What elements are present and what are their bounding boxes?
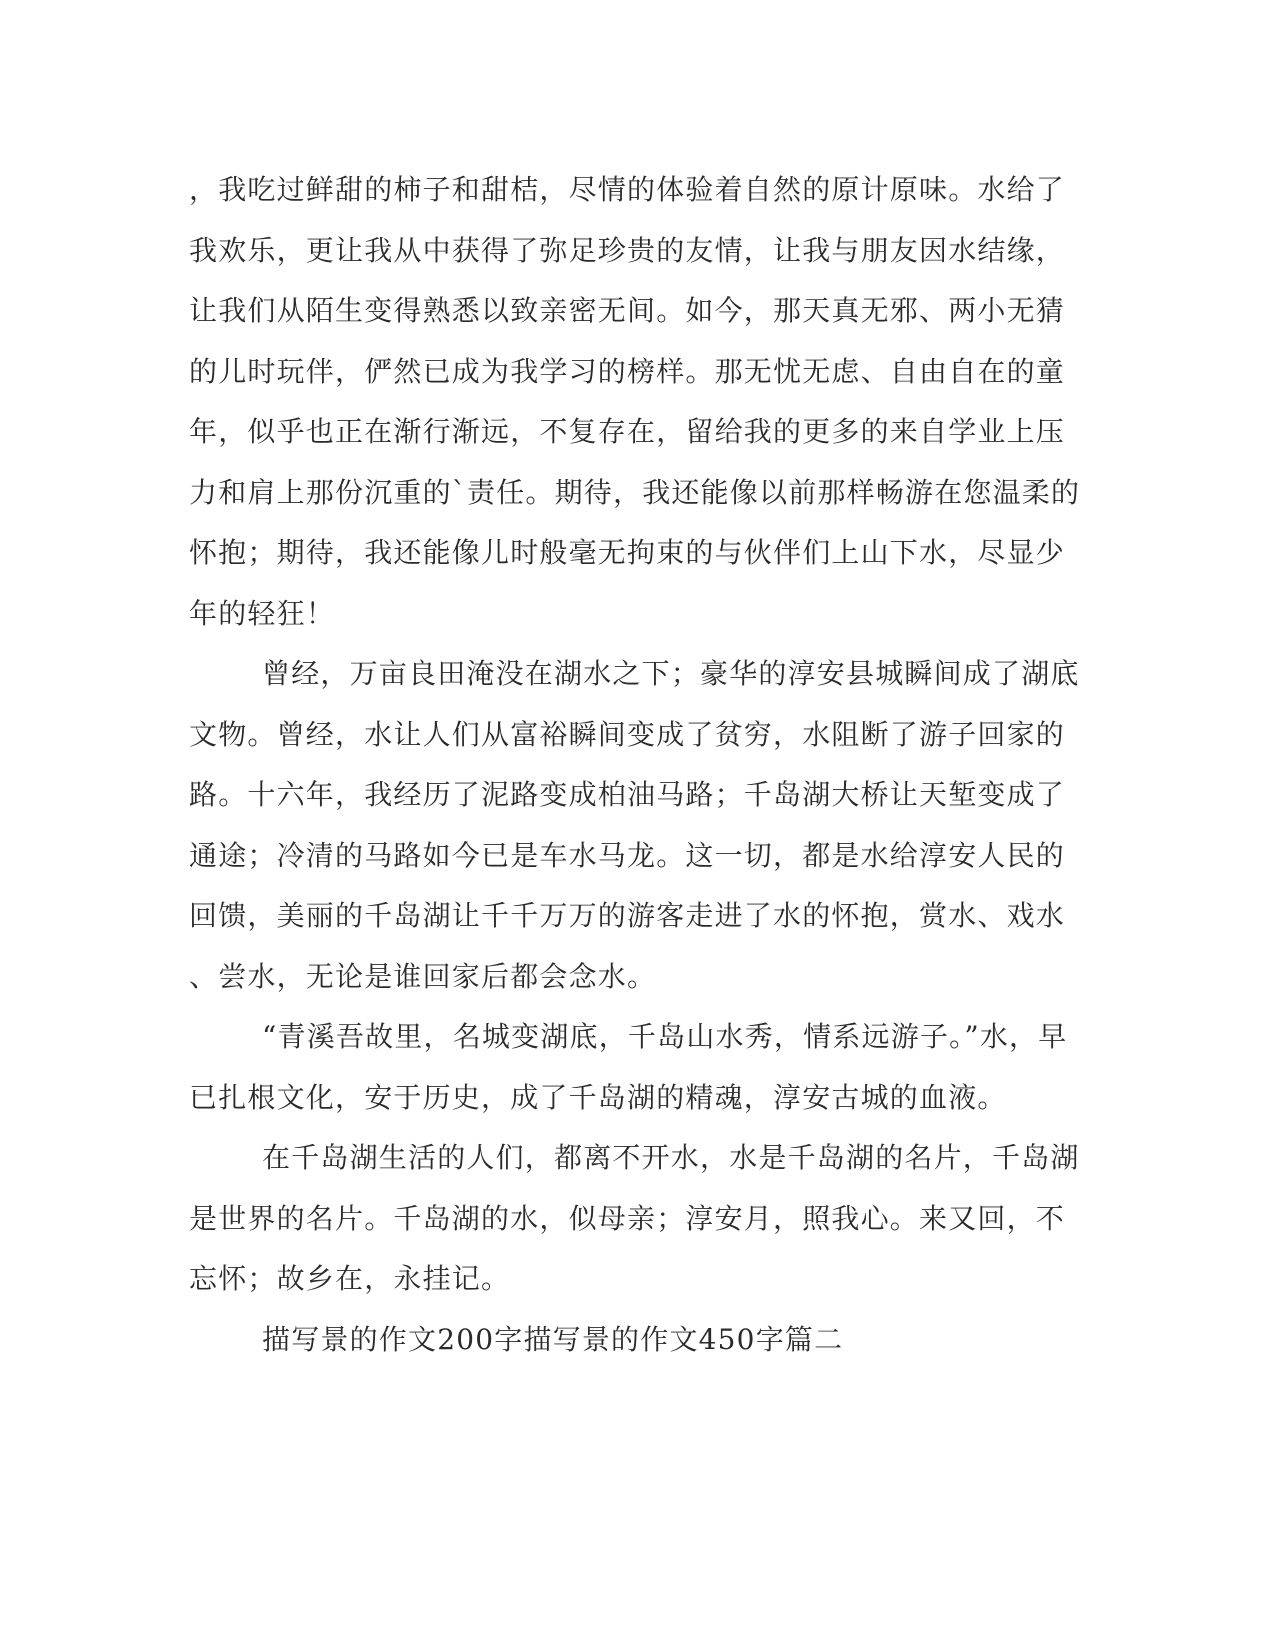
paragraph: [189, 1128, 1089, 1310]
text-line: 力和肩上那份沉重的`责任。期待，我还能像以前那样畅游在您温柔的: [189, 475, 1081, 509]
text-line: 回馈，美丽的千岛湖让千千万万的游客走进了水的怀抱，赏水、戏水: [189, 899, 1066, 932]
text-line: 的儿时玩伴，俨然已成为我学习的榜样。那无忧无虑、自由自在的童: [189, 354, 1066, 388]
paragraph: [189, 644, 1089, 1007]
text-line: 我欢乐，更让我从中获得了弥足珍贵的友情，让我与朋友因水结缘，: [189, 233, 1066, 267]
paragraph: [189, 1007, 1089, 1128]
text-line: 文物。曾经，水让人们从富裕瞬间变成了贫穷，水阻断了游子回家的: [189, 717, 1066, 751]
text-line: “青溪吾故里，名城变湖底，千岛山水秀，情系远游子。”水，早: [262, 1020, 1068, 1053]
text-line: 忘怀；故乡在，永挂记。: [189, 1262, 511, 1295]
text-line: 让我们从陌生变得熟悉以致亲密无间。如今，那天真无邪、两小无猜: [189, 294, 1066, 327]
text-line: 通途；冷清的马路如今已是车水马龙。这一切，都是水给淳安人民的: [189, 838, 1066, 872]
text-line: 年的轻狂！: [189, 596, 336, 630]
section-heading: [189, 1310, 1089, 1371]
text-line: 路。十六年，我经历了泥路变成柏油马路；千岛湖大桥让天堑变成了: [189, 778, 1066, 811]
text-line: 在千岛湖生活的人们，都离不开水，水是千岛湖的名片，千岛湖: [262, 1141, 1080, 1174]
text-line: 是世界的名片。千岛湖的水，似母亲；淳安月，照我心。来又回，不: [189, 1201, 1066, 1235]
text-line: ，我吃过鲜甜的柿子和甜桔，尽情的体验着自然的原计原味。水给了: [189, 173, 1066, 206]
text-line: 曾经，万亩良田淹没在湖水之下；豪华的淳安县城瞬间成了湖底: [262, 657, 1080, 690]
text-line: 已扎根文化，安于历史，成了千岛湖的精魂，淳安古城的血液。: [189, 1080, 1007, 1114]
paragraph: [189, 160, 1089, 644]
text-line: 怀抱；期待，我还能像儿时般毫无拘束的与伙伴们上山下水，尽显少: [189, 536, 1066, 569]
text-line: 描写景的作文200字描写景的作文450字篇二: [262, 1322, 844, 1356]
text-line: 年，似乎也正在渐行渐远，不复存在，留给我的更多的来自学业上压: [189, 415, 1066, 448]
text-line: 、尝水，无论是谁回家后都会念水。: [189, 959, 657, 993]
body-text: [189, 160, 1089, 1370]
